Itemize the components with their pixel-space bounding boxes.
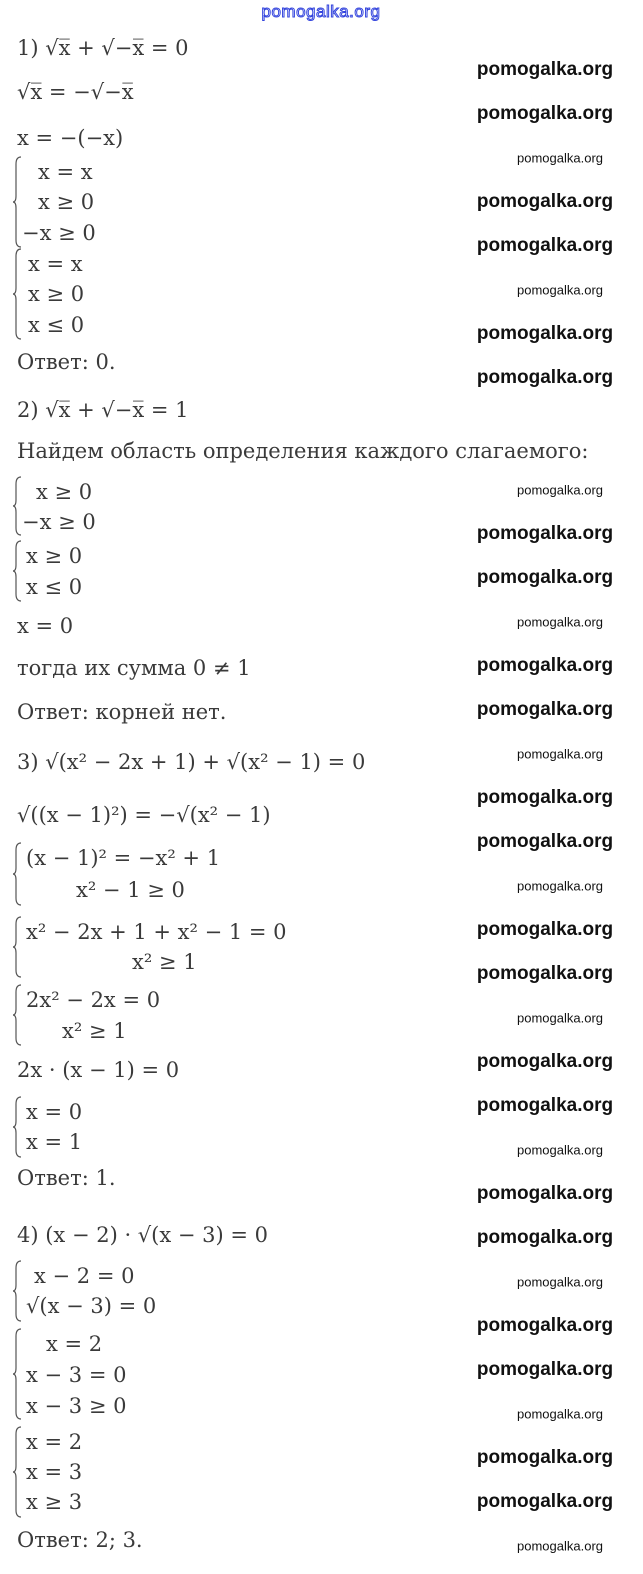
watermark-text: pomogalka.org xyxy=(476,367,614,388)
answer-line: Ответ: 0. xyxy=(17,350,116,374)
math-line: x² ≥ 1 xyxy=(132,950,197,974)
watermark-text: pomogalka.org xyxy=(476,59,614,80)
watermark-text: pomogalka.org xyxy=(476,567,614,588)
answer-line: Ответ: 2; 3. xyxy=(17,1528,143,1552)
watermark-text: pomogalka.org xyxy=(476,1227,614,1248)
watermark-text: pomogalka.org xyxy=(517,482,603,498)
watermark-text: pomogalka.org xyxy=(517,1406,603,1422)
watermark-text: pomogalka.org xyxy=(517,746,603,762)
watermark-text: pomogalka.org xyxy=(476,787,614,808)
math-line: √(x − 3) = 0 xyxy=(26,1294,157,1318)
math-line: x = 1 xyxy=(26,1130,83,1154)
watermark-text: pomogalka.org xyxy=(517,1274,603,1290)
system-brace xyxy=(12,1260,22,1322)
math-line: −x ≥ 0 xyxy=(22,221,96,245)
watermark-text: pomogalka.org xyxy=(517,614,603,630)
watermark-text: pomogalka.org xyxy=(476,699,614,720)
watermark-text: pomogalka.org xyxy=(476,191,614,212)
watermark-text: pomogalka.org xyxy=(476,523,614,544)
watermark-text: pomogalka.org xyxy=(476,1359,614,1380)
math-line: 1) √x̅ + √−x̅ = 0 xyxy=(17,36,189,60)
watermark-text: pomogalka.org xyxy=(476,1491,614,1512)
math-line: x − 3 = 0 xyxy=(26,1363,127,1387)
math-line: x − 3 ≥ 0 xyxy=(26,1394,127,1418)
math-line: x ≥ 0 xyxy=(28,282,85,306)
watermark-text: pomogalka.org xyxy=(517,150,603,166)
math-line: x ≤ 0 xyxy=(28,313,85,337)
system-brace xyxy=(12,842,22,906)
math-line: x = −(−x) xyxy=(17,126,124,150)
math-line: x ≥ 0 xyxy=(36,480,93,504)
math-line: x ≥ 0 xyxy=(38,190,95,214)
watermark-text: pomogalka.org xyxy=(476,1095,614,1116)
math-line: x = x xyxy=(28,252,83,276)
system-brace xyxy=(12,984,22,1046)
system-brace xyxy=(12,540,22,602)
math-line: √((x − 1)²) = −√(x² − 1) xyxy=(17,803,271,827)
math-line: x² ≥ 1 xyxy=(62,1019,127,1043)
math-line: 4) (x − 2) · √(x − 3) = 0 xyxy=(17,1223,269,1247)
watermark-text: pomogalka.org xyxy=(476,235,614,256)
math-line: (x − 1)² = −x² + 1 xyxy=(26,846,221,870)
watermark-text: pomogalka.org xyxy=(476,1183,614,1204)
watermark-text: pomogalka.org xyxy=(476,1447,614,1468)
system-brace xyxy=(12,248,22,340)
watermark-text: pomogalka.org xyxy=(517,282,603,298)
math-line: x = 2 xyxy=(26,1430,83,1454)
system-brace xyxy=(12,1426,22,1518)
math-line: 2x² − 2x = 0 xyxy=(26,988,161,1012)
math-line: x − 2 = 0 xyxy=(34,1264,135,1288)
watermark-text: pomogalka.org xyxy=(476,963,614,984)
math-line: x = 0 xyxy=(26,1100,83,1124)
answer-line: Ответ: корней нет. xyxy=(17,700,227,724)
math-line: x ≥ 3 xyxy=(26,1490,83,1514)
system-brace xyxy=(12,916,22,978)
system-brace xyxy=(12,476,22,536)
site-logo[interactable]: pomogalka.org xyxy=(261,2,381,21)
math-line: тогда их сумма 0 ≠ 1 xyxy=(17,656,251,680)
watermark-text: pomogalka.org xyxy=(517,1142,603,1158)
math-line: 2) √x̅ + √−x̅ = 1 xyxy=(17,398,189,422)
math-line: x² − 1 ≥ 0 xyxy=(76,878,185,902)
answer-line: Ответ: 1. xyxy=(17,1166,116,1190)
math-line: −x ≥ 0 xyxy=(22,510,96,534)
watermark-text: pomogalka.org xyxy=(476,323,614,344)
system-brace xyxy=(12,156,22,248)
watermark-text: pomogalka.org xyxy=(476,831,614,852)
watermark-text: pomogalka.org xyxy=(476,1315,614,1336)
system-brace xyxy=(12,1096,22,1158)
watermark-text: pomogalka.org xyxy=(476,103,614,124)
math-line: Найдем область определения каждого слагаемого: xyxy=(17,439,589,463)
watermark-text: pomogalka.org xyxy=(476,1051,614,1072)
math-line: x = x xyxy=(38,160,93,184)
math-line: x = 3 xyxy=(26,1460,83,1484)
watermark-text: pomogalka.org xyxy=(476,919,614,940)
math-line: x ≥ 0 xyxy=(26,544,83,568)
math-line: x ≤ 0 xyxy=(26,575,83,599)
watermark-text: pomogalka.org xyxy=(476,655,614,676)
watermark-text: pomogalka.org xyxy=(517,1010,603,1026)
math-line: x² − 2x + 1 + x² − 1 = 0 xyxy=(26,920,287,944)
watermark-text: pomogalka.org xyxy=(517,878,603,894)
math-line: 2x · (x − 1) = 0 xyxy=(17,1058,180,1082)
math-line: √x̅ = −√−x̅ xyxy=(17,80,134,104)
math-line: x = 0 xyxy=(17,614,74,638)
system-brace xyxy=(12,1328,22,1420)
watermark-text: pomogalka.org xyxy=(517,1538,603,1554)
math-line: x = 2 xyxy=(46,1332,103,1356)
math-line: 3) √(x² − 2x + 1) + √(x² − 1) = 0 xyxy=(17,750,366,774)
